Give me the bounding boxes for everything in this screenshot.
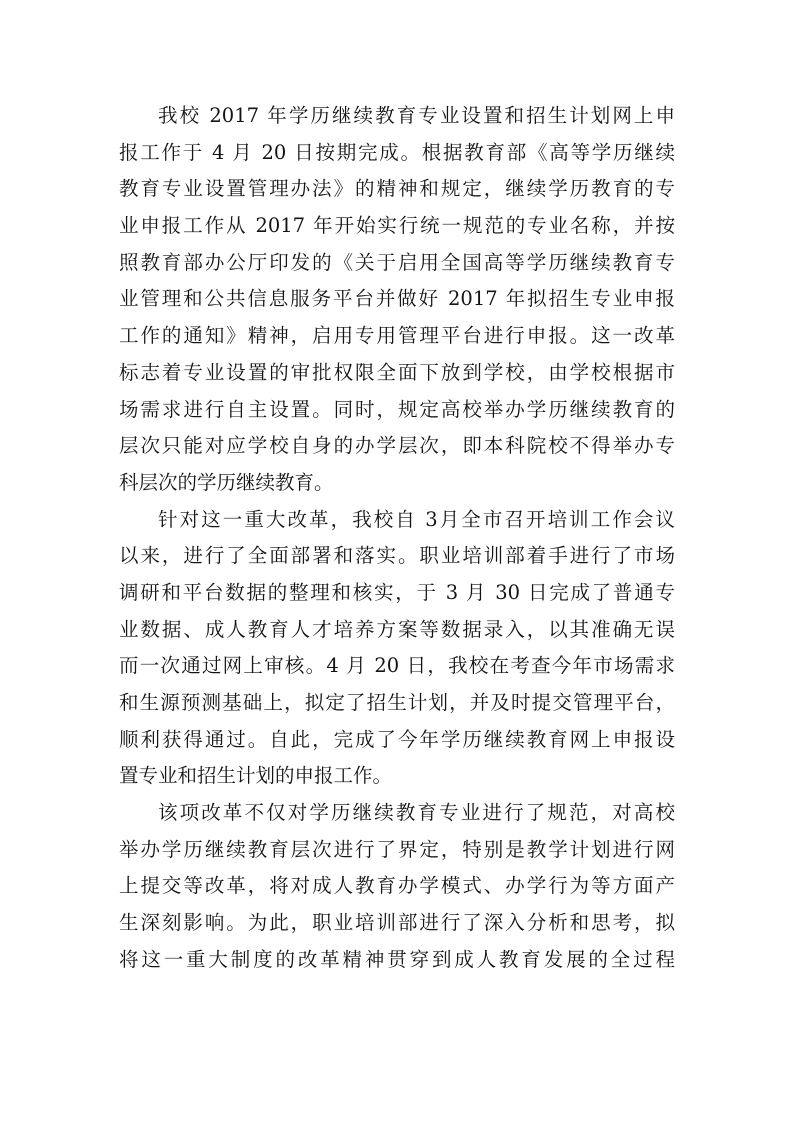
text-line: 业管理和公共信息服务平台并做好 2017 年拟招生专业申报: [119, 287, 675, 311]
text-line: 场需求进行自主设置。同时，规定高校举办学历继续教育的: [119, 397, 675, 421]
text-line: 以来，进行了全面部署和落实。职业培训部着手进行了市场: [119, 544, 675, 568]
text-line: 报工作于 4 月 20 日按期完成。根据教育部《高等学历继续: [119, 140, 675, 164]
text-line: 业申报工作从 2017 年开始实行统一规范的专业名称，并按: [119, 214, 675, 238]
text-line: 教育专业设置管理办法》的精神和规定，继续学历教育的专: [119, 177, 675, 201]
text-line: 工作的通知》精神，启用专用管理平台进行申报。这一改革: [119, 324, 675, 348]
document-body: [119, 98, 675, 979]
text-line: 而一次通过网上审核。4 月 20 日，我校在考查今年市场需求: [119, 654, 675, 678]
text-line: 将这一重大制度的改革精神贯穿到成人教育发展的全过程: [119, 947, 675, 971]
text-line: 针对这一重大改革，我校自 3月全市召开培训工作会议: [158, 507, 675, 531]
text-line: 科层次的学历继续教育。: [119, 470, 334, 494]
text-line: 和生源预测基础上，拟定了招生计划，并及时提交管理平台，: [119, 691, 675, 714]
text-line: 层次只能对应学校自身的办学层次，即本科院校不得举办专: [119, 434, 675, 458]
text-line: 标志着专业设置的审批权限全面下放到学校，由学校根据市: [119, 360, 675, 384]
paragraph: [119, 795, 675, 978]
text-line: 生深刻影响。为此，职业培训部进行了深入分析和思考，拟: [119, 911, 675, 935]
text-line: 我校 2017 年学历继续教育专业设置和招生计划网上申: [158, 104, 675, 127]
text-line: 该项改革不仅对学历继续教育专业进行了规范，对高校: [158, 801, 675, 825]
text-line: 置专业和招生计划的申报工作。: [119, 764, 393, 788]
text-line: 上提交等改革，将对成人教育办学模式、办学行为等方面产: [119, 874, 675, 898]
text-line: 业数据、成人教育人才培养方案等数据录入，以其准确无误: [119, 617, 675, 641]
paragraph: [119, 502, 675, 796]
paragraph: [119, 98, 675, 502]
text-line: 顺利获得通过。自此，完成了今年学历继续教育网上申报设: [119, 727, 675, 751]
text-line: 举办学历继续教育层次进行了界定，特别是教学计划进行网: [119, 837, 675, 861]
text-line: 照教育部办公厅印发的《关于启用全国高等学历继续教育专: [119, 250, 675, 274]
text-line: 调研和平台数据的整理和核实，于 3 月 30 日完成了普通专: [119, 580, 675, 604]
